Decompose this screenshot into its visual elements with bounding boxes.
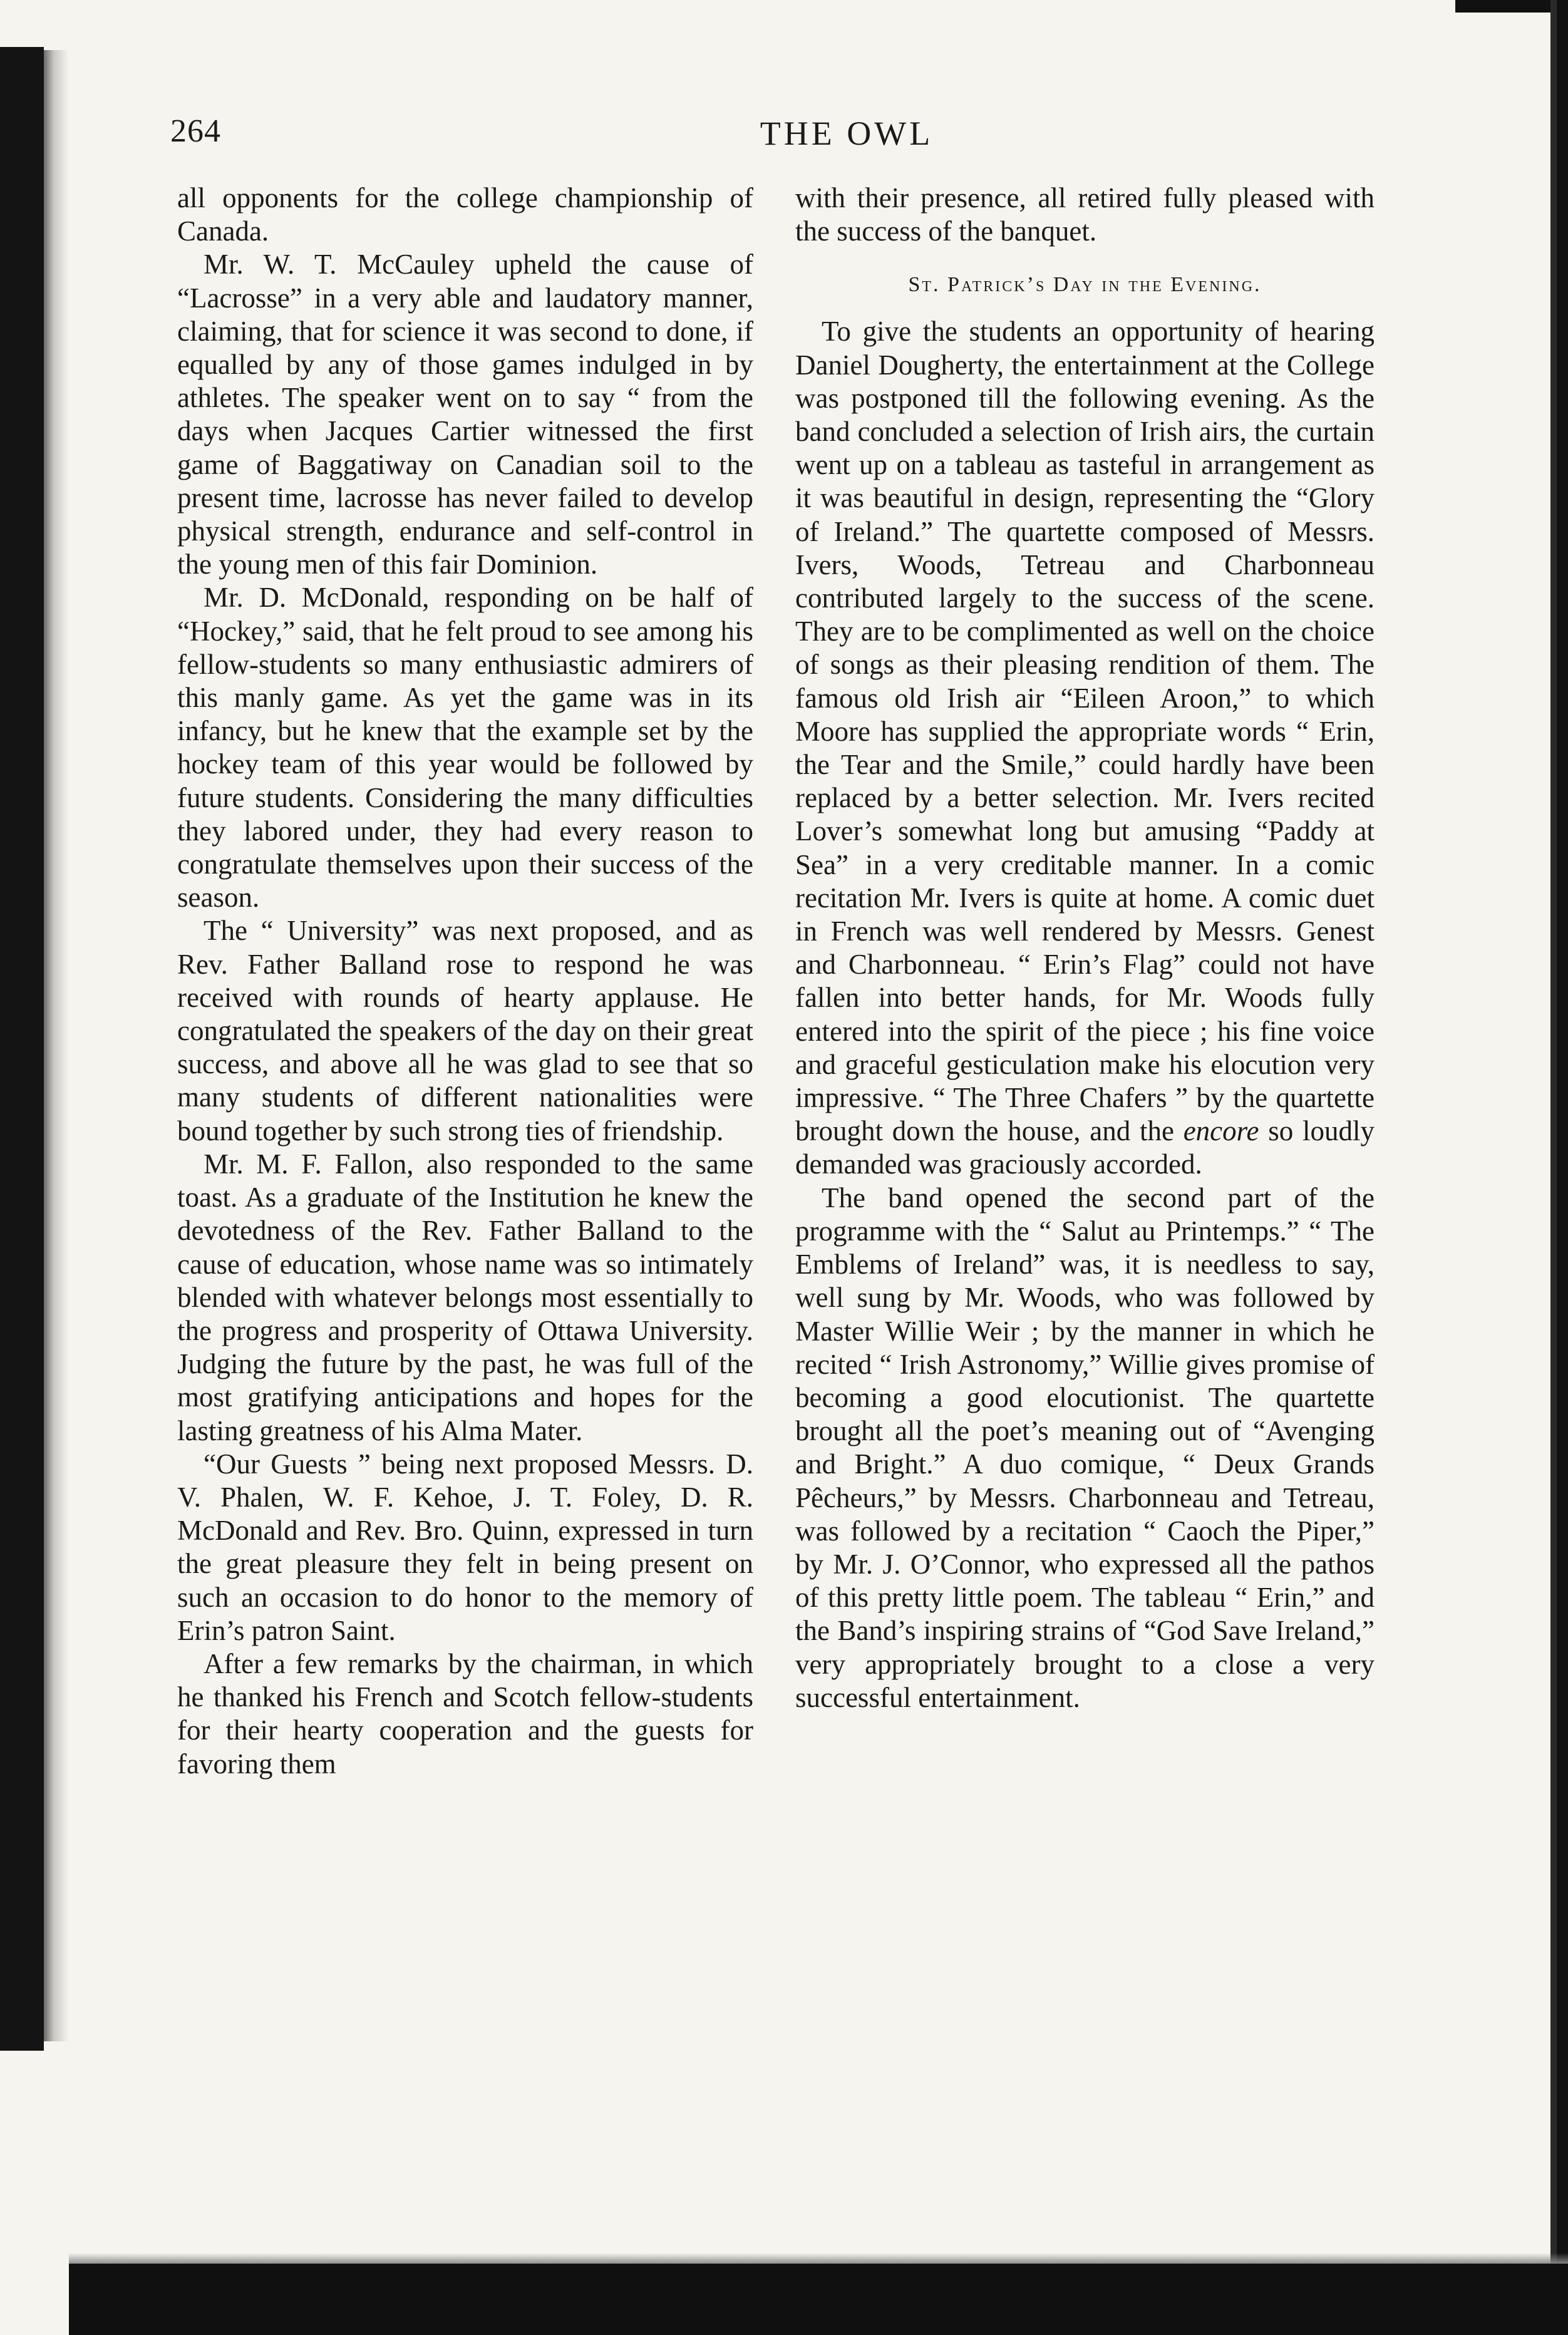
page-edge-bottom-shadow: [69, 2253, 1568, 2264]
scan-edge-right: [1557, 0, 1568, 2335]
paragraph: [795, 315, 1375, 1181]
paragraph: Mr. D. McDonald, responding on be half of “Hockey,” said, that he felt proud to see among his fellow-students so many enthusiastic admirers of this manly game. As yet the game was in its infancy, but he knew that the example set by the hockey team of this year would be followed by future students. Considering the many difficulties they labored under, they had every reason to congratulate themselves upon their success of the season.: [177, 582, 753, 914]
gutter-gradient: [44, 50, 69, 2041]
page-number: 264: [170, 113, 221, 149]
page-header: [170, 113, 1389, 163]
paragraph: “Our Guests ” being next proposed Messrs. D. V. Phalen, W. F. Kehoe, J. T. Foley, D. R. McDonald and Rev. Bro. Quinn, expressed in turn the great pleasure they felt in being present on such an occasion to do honor to the memory of Erin’s patron Saint.: [177, 1448, 753, 1646]
italic-word: encore: [1183, 1115, 1259, 1147]
scan-edge-bottom: [69, 2264, 1568, 2335]
paragraph: all opponents for the college championship of Canada.: [177, 182, 753, 247]
paragraph: Mr. W. T. McCauley upheld the cause of “Lacrosse” in a very able and laudatory manner, claiming, that for science it was second to done, if equalled by any of those games indulged in by athletes. The speaker went on to say “ from the days when Jacques Cartier witnessed the first game of Baggatiway on Canadian soil to the present time, lacrosse has never failed to develop physical strength, endurance and self-control in the young men of this fair Dominion.: [177, 249, 753, 580]
left-column: [177, 182, 753, 1781]
right-column: [795, 182, 1375, 1714]
paragraph: After a few remarks by the chairman, in which he thanked his French and Scotch fellow-students for their hearty cooperation and the guests for favoring them: [177, 1647, 753, 1780]
running-title: THE OWL: [760, 115, 934, 152]
paragraph-text: To give the students an opportunity of hearing Daniel Dougherty, the entertainment at the College was postponed till the following evening. As the band concluded a selection of Irish airs, the curtain went up on a tableau as tasteful in arrangement as it was beautiful in design, representing the “Glory of Ireland.” The quartette composed of Messrs. Ivers, Woods, Tetreau and Charbonneau contributed largely to the success of the scene. They are to be complimented as well on the choice of songs as their pleasing rendition of them. The famous old Irish air “Eileen Aroon,” to which Moore has supplied the appropriate words “ Erin, the Tear and the Smile,” could hardly have been replaced by a better selection. Mr. Ivers recited Lover’s somewhat long but amusing “Paddy at Sea” in a very creditable manner. In a comic recitation Mr. Ivers is quite at home. A comic duet in French was well rendered by Messrs. Genest and Charbonneau. “ Erin’s Flag” could not have fallen into better hands, for Mr. Woods fully entered into the spirit of the piece ; his fine voice and graceful gesticulation make his elocution very impressive. “ The Three Chafers ” by the quartette brought down the house, and the: [795, 316, 1375, 1147]
section-heading: St. Patrick’s Day in the Evening.: [908, 273, 1262, 297]
paragraph-text: so loudly demanded was graciously accorded.: [795, 1115, 1375, 1180]
page-edge-right: [1550, 0, 1557, 2279]
paragraph: The band opened the second part of the programme with the “ Salut au Printemps.” “ The Emblems of Ireland” was, it is needless to say, well sung by Mr. Woods, who was followed by Master Willie Weir ; by the manner in which he recited “ Irish Astronomy,” Willie gives promise of becoming a good elocutionist. The quartette brought all the poet’s meaning out of “Avenging and Bright.” A duo comique, “ Deux Grands Pêcheurs,” by Messrs. Charbonneau and Tetreau, was followed by a recitation “ Caoch the Piper,” by Mr. J. O’Connor, who expressed all the pathos of this pretty little poem. The tableau “ Erin,” and the Band’s inspiring strains of “God Save Ireland,” very appropriately brought to a close a very successful entertainment.: [795, 1182, 1375, 1713]
paragraph: The “ University” was next proposed, and as Rev. Father Balland rose to respond he was received with rounds of hearty applause. He congratulated the speakers of the day on their great success, and above all he was glad to see that so many students of different nationalities were bound together by such strong ties of friendship.: [177, 915, 753, 1147]
paragraph: Mr. M. F. Fallon, also responded to the same toast. As a graduate of the Institution he knew the devotedness of the Rev. Father Balland to the cause of education, whose name was so intimately blended with whatever belongs most essentially to the progress and prosperity of Ottawa University. Judging the future by the past, he was full of the most gratifying anticipations and hopes for the lasting greatness of his Alma Mater.: [177, 1148, 753, 1446]
paragraph-continuation: with their presence, all retired fully pleased with the success of the banquet.: [795, 182, 1375, 247]
book-gutter-shadow: [0, 47, 44, 2051]
